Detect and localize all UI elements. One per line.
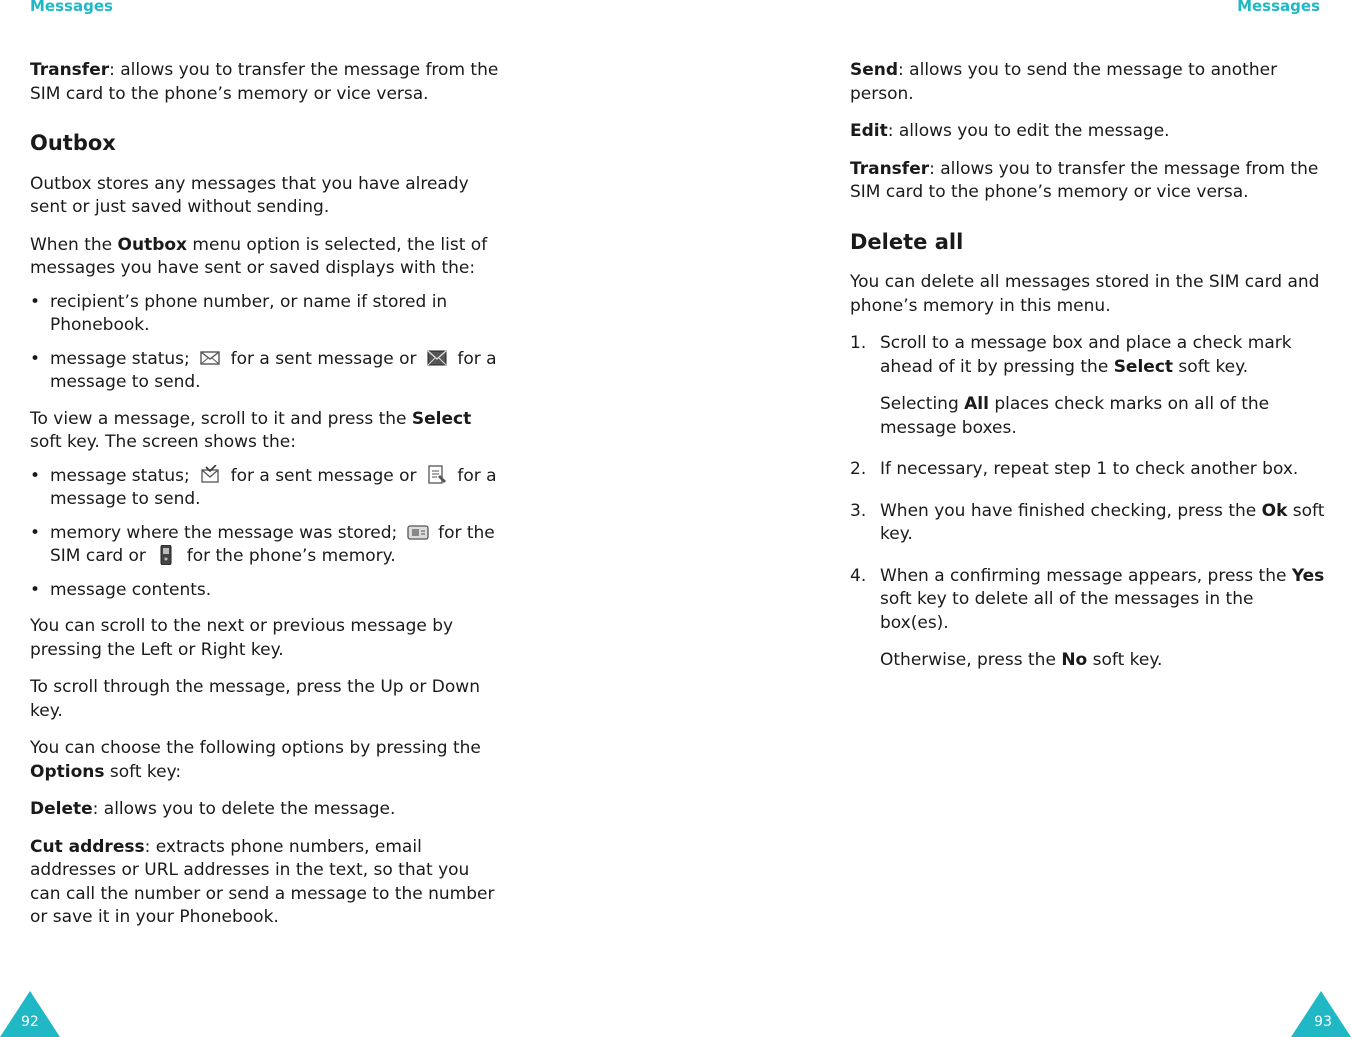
scroll-up-down-text: To scroll through the message, press the Up or Down key. — [30, 677, 480, 721]
running-header-right: Messages — [1237, 0, 1320, 15]
delete-option: Delete: allows you to delete the message. — [30, 799, 396, 819]
list-item: • recipient’s phone number, or name if stored in Phonebook. — [30, 291, 500, 338]
screen-fields — [30, 465, 500, 603]
unsent-message-status-icon — [426, 465, 448, 485]
step-1-note: Selecting All places check marks on all of the message boxes. — [880, 394, 1270, 438]
list-item: • message contents. — [30, 579, 500, 603]
page-number-right: 93 — [1314, 1014, 1332, 1030]
options-intro: You can choose the following options by pressing the Options soft key: — [30, 738, 481, 782]
edit-option: Edit: allows you to edit the message. — [850, 121, 1170, 141]
delete-all-heading: Delete all — [850, 229, 964, 254]
sent-envelope-icon — [199, 348, 221, 368]
outbox-list-intro: When the Outbox menu option is selected, the list of messages you have sent or saved displays with the: — [30, 234, 488, 278]
sim-card-icon — [407, 522, 429, 542]
unsent-envelope-icon — [426, 348, 448, 368]
cut-address-option: Cut address: extracts phone numbers, email addresses or URL addresses in the text, so that you can call the number or send a message to the number or save it in your Phonebook. — [30, 836, 495, 927]
step-2: 2. If necessary, repeat step 1 to check another box. — [850, 459, 1299, 479]
running-header-left: Messages — [30, 0, 113, 15]
right-page-column — [850, 59, 1325, 691]
delete-all-intro: You can delete all messages stored in the SIM card and phone’s memory in this menu. — [850, 272, 1320, 316]
outbox-list-fields — [30, 291, 500, 395]
scroll-left-right-text: You can scroll to the next or previous message by pressing the Left or Right key. — [30, 616, 454, 660]
list-item: • memory where the message was stored; for the SIM card or for the phone’s memory. — [30, 522, 500, 569]
send-option: Send: allows you to send the message to another person. — [850, 60, 1278, 104]
outbox-heading: Outbox — [30, 131, 116, 155]
step-3: 3. When you have finished checking, press the Ok soft key. — [850, 500, 1325, 544]
transfer-option: Transfer: allows you to transfer the message from the SIM card to the phone’s memory or vice versa. — [850, 158, 1319, 202]
phone-memory-icon — [155, 545, 177, 565]
step-1: 1. Scroll to a message box and place a check mark ahead of it by pressing the Select soft key. Selecting All places check marks on all of the message boxes. — [850, 332, 1325, 440]
list-item: • message status; for a sent message or for a message to send. — [30, 348, 500, 395]
outbox-intro: Outbox stores any messages that you have already sent or just saved without sending. — [30, 173, 469, 217]
step-4: 4. When a confirming message appears, press the Yes soft key to delete all of the messages in the box(es). Otherwise, press the No soft key. — [850, 565, 1325, 673]
page-number-left: 92 — [21, 1014, 39, 1030]
step-4-note: Otherwise, press the No soft key. — [880, 650, 1163, 670]
list-item: • message status; for a sent message or for a message to send. — [30, 465, 500, 512]
view-message-intro: To view a message, scroll to it and press the Select soft key. The screen shows the: — [30, 408, 472, 452]
left-page-column — [30, 59, 500, 944]
sent-message-status-icon — [199, 465, 221, 485]
transfer-option: Transfer: allows you to transfer the message from the SIM card to the phone’s memory or vice versa. — [30, 60, 499, 104]
delete-all-steps — [850, 332, 1325, 673]
